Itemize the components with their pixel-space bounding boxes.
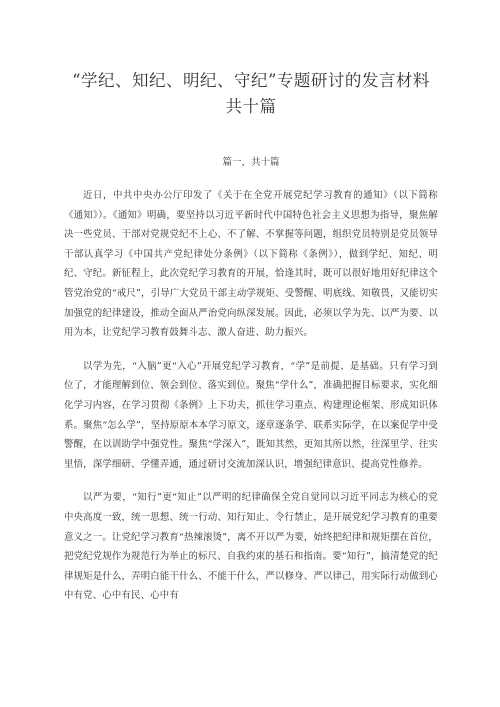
body-text — [64, 186, 438, 606]
paragraph: 近日，中共中央办公厅印发了《关于在全党开展党纪学习教育的通知》（以下简称《通知》）。《通知》明确，要坚持以习近平新时代中国特色社会主义思想为指导，聚焦解决一些党员、干部对党规党纪不上心、不了解、不掌握等问题，组织党员特别是党员领导干部认真学习《中国共产党纪律处分条例》（以下简称《条例》），做到学纪、知纪、明纪、守纪。新征程上，此次党纪学习教育的开展，恰逢其时，既可以很好地用好纪律这个管党治党的“戒尺”，引导广大党员干部主动学规矩、受警醒、明底线、知敬畏，又能切实加强党的纪律建设，推动全面从严治党向纵深发展。因此，必须以学为先、以严为要、以用为本，让党纪学习教育鼓舞斗志、激人奋进、助力振兴。 — [64, 190, 438, 339]
paragraph: 以严为要，“知行”更“知止”以严明的纪律确保全党自觉同以习近平同志为核心的党中央高度一致，统一思想、统一行动、知行知止、令行禁止，是开展党纪学习教育的重要意义之一。让党纪学习教育“热辣滚烫”，离不开以严为要，始终把纪律和规矩摆在首位，把党纪党规作为规范行为举止的标尺、自我约束的基石和指南。要“知行”，搞清楚党的纪律规矩是什么，弄明白能干什么、不能干什么，严以修身、严以律己，用实际行动做到心中有党、心中有民、心中有 — [64, 492, 438, 602]
title-line-2: 共十篇 — [225, 97, 277, 116]
section-heading: 篇一，共十篇 — [222, 157, 280, 168]
document-title — [64, 68, 438, 120]
title-line-1: “学纪、知纪、明纪、守纪”专题研讨的发言材料 — [72, 71, 430, 90]
paragraph: 以学为先，“入脑”更“入心”开展党纪学习教育，“学”是前提、是基础。只有学习到位了，才能理解到位、领会到位、落实到位。聚焦“学什么”，准确把握目标要求，实化细化学习内容，在学习贯彻《条例》上下功夫，抓住学习重点、构建理论框架、形成知识体系。聚焦“怎么学”，坚持原原本本学习原文，逐章逐条学、联系实际学，在以案促学中受警醒，在以训助学中强党性。聚焦“学深入”，既知其然，更知其所以然，往深里学、往实里悟，深学细研、学懂弄通，通过研讨交流加深认识，增强纪律意识、提高党性修养。 — [64, 360, 438, 470]
